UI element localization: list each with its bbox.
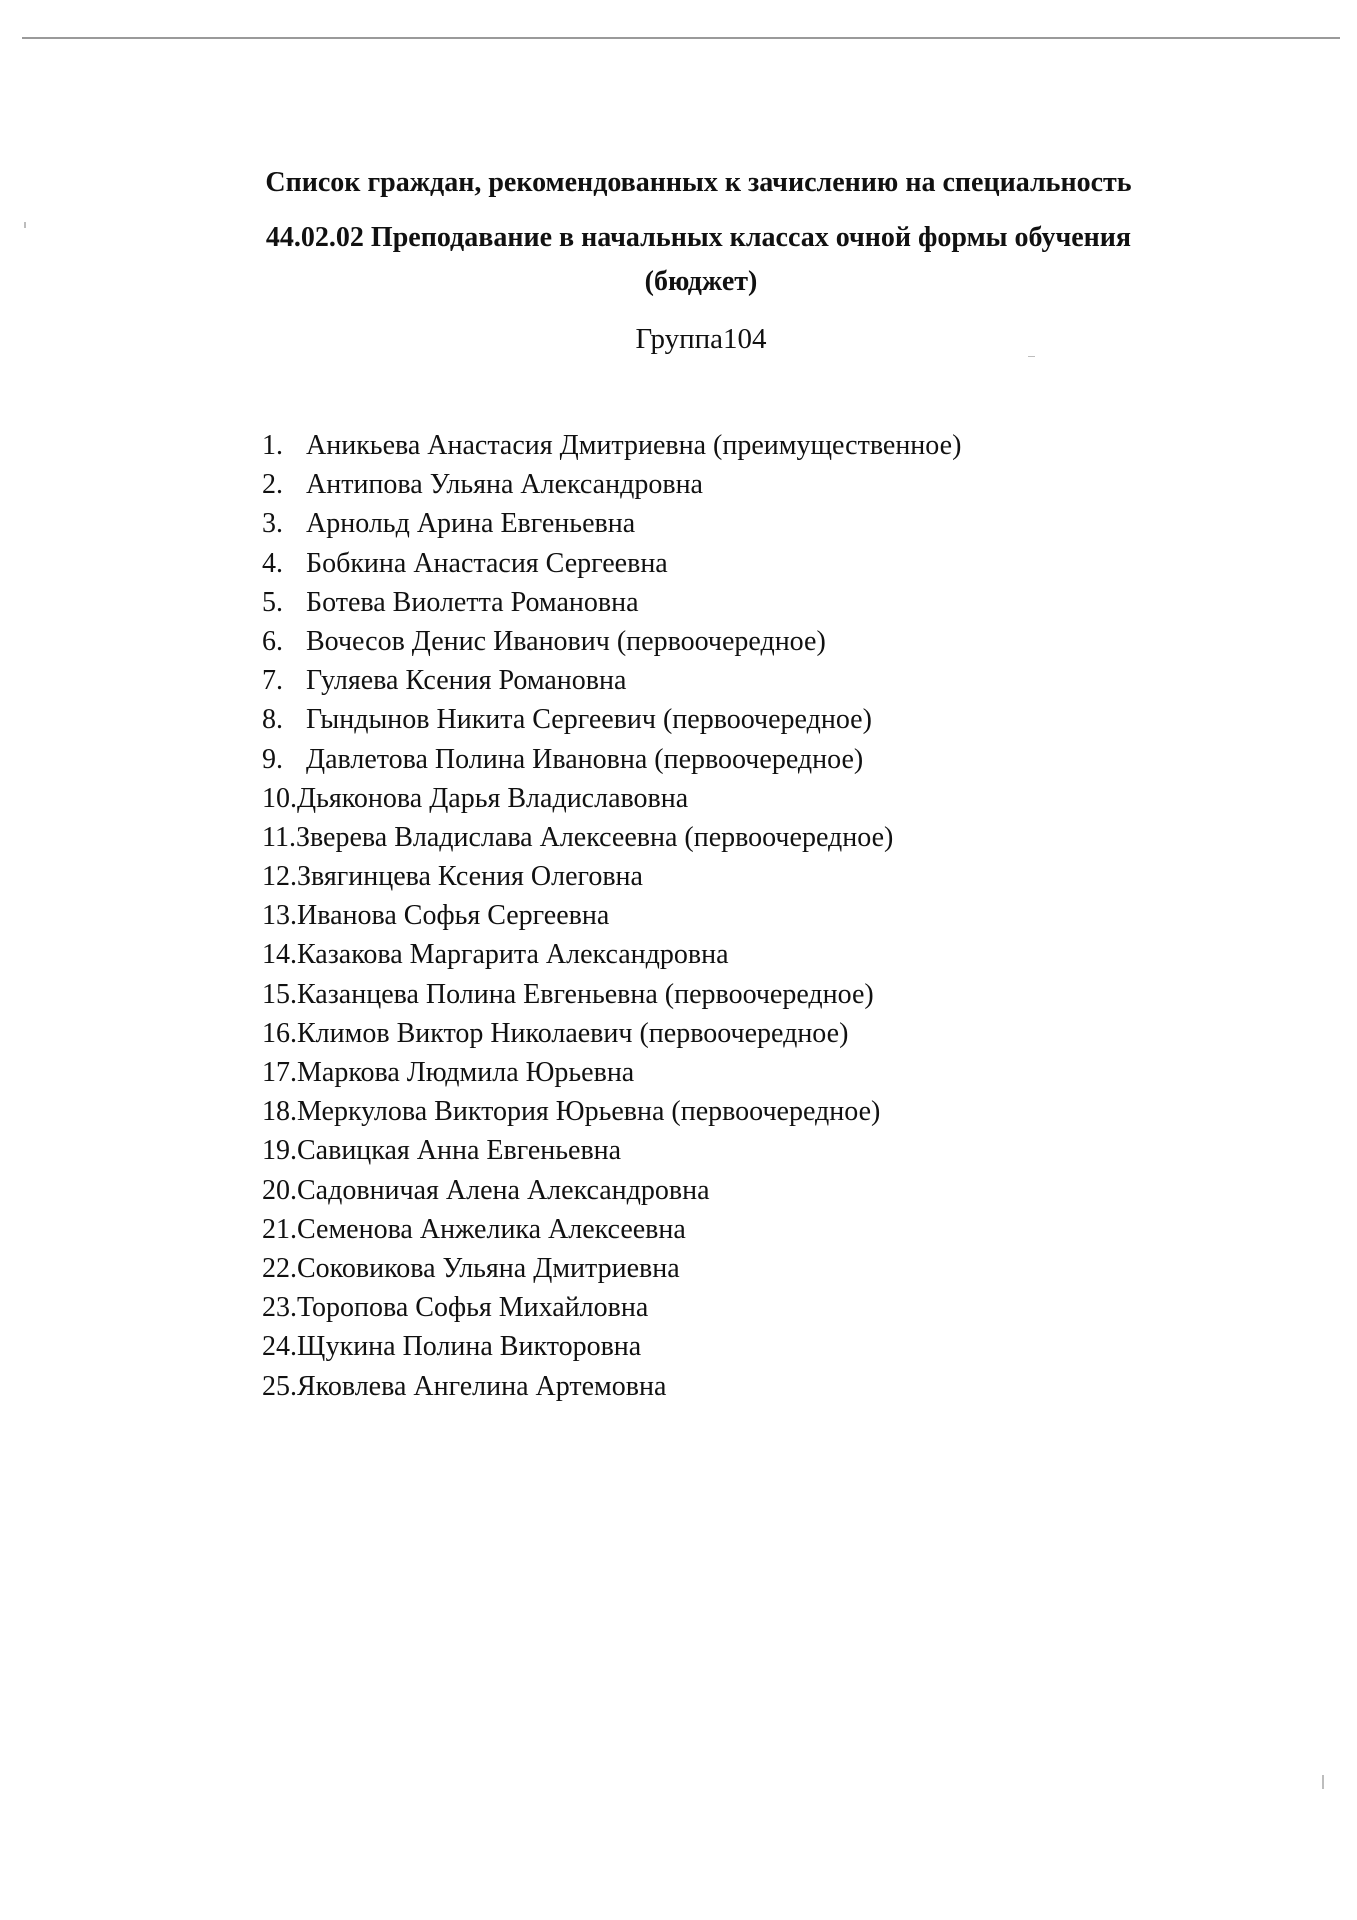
student-name: Вочесов Денис Иванович (первоочередное) bbox=[306, 625, 826, 657]
list-item-number: 9. bbox=[262, 743, 283, 775]
student-list-item bbox=[262, 1210, 961, 1249]
list-item-number: 22. bbox=[262, 1252, 297, 1284]
list-item-number: 7. bbox=[262, 665, 283, 697]
list-item-number: 5. bbox=[262, 586, 283, 618]
student-list-item bbox=[262, 1249, 961, 1288]
student-list-item bbox=[262, 740, 961, 779]
student-name: Давлетова Полина Ивановна (первоочередное) bbox=[306, 743, 864, 775]
student-name: Яковлева Ангелина Артемовна bbox=[297, 1370, 667, 1402]
student-name: Казанцева Полина Евгеньевна (первоочередное) bbox=[297, 978, 874, 1010]
student-name: Климов Виктор Николаевич (первоочередное) bbox=[297, 1017, 849, 1049]
list-item-number: 11. bbox=[262, 821, 296, 853]
student-name: Семенова Анжелика Алексеевна bbox=[297, 1213, 686, 1245]
student-list-item bbox=[262, 1092, 961, 1131]
list-item-number: 12. bbox=[262, 861, 297, 893]
student-name: Савицкая Анна Евгеньевна bbox=[297, 1135, 622, 1167]
list-item-number: 20. bbox=[262, 1174, 297, 1206]
student-list-item bbox=[262, 975, 961, 1014]
student-name: Арнольд Арина Евгеньевна bbox=[306, 508, 636, 540]
student-list-item bbox=[262, 700, 961, 739]
scan-edge-line bbox=[22, 37, 1340, 39]
student-list-item bbox=[262, 426, 961, 465]
list-item-number: 19. bbox=[262, 1135, 297, 1167]
student-list-item bbox=[262, 857, 961, 896]
list-item-number: 13. bbox=[262, 900, 297, 932]
student-name: Бобкина Анастасия Сергеевна bbox=[306, 547, 668, 579]
student-list-item bbox=[262, 779, 961, 818]
student-list-item bbox=[262, 504, 961, 543]
student-list-item bbox=[262, 818, 961, 857]
student-name: Антипова Ульяна Александровна bbox=[306, 469, 703, 501]
student-name: Иванова Софья Сергеевна bbox=[297, 900, 610, 932]
list-item-number: 1. bbox=[262, 430, 283, 461]
list-item-number: 2. bbox=[262, 469, 283, 501]
document-title-line-2: 44.02.02 Преподавание в начальных классах очной формы обучения bbox=[265, 222, 1132, 253]
document-title-line-3: (бюджет) bbox=[644, 266, 758, 297]
student-name: Гуляева Ксения Романовна bbox=[306, 665, 627, 697]
list-item-number: 18. bbox=[262, 1096, 297, 1128]
student-name: Садовничая Алена Александровна bbox=[297, 1174, 710, 1206]
student-name: Щукина Полина Викторовна bbox=[297, 1331, 642, 1363]
list-item-number: 4. bbox=[262, 547, 283, 579]
student-list-item bbox=[262, 544, 961, 583]
list-item-number: 10. bbox=[262, 782, 297, 814]
student-list-item bbox=[262, 465, 961, 504]
student-list bbox=[262, 426, 961, 1406]
student-name: Звягинцева Ксения Олеговна bbox=[297, 861, 643, 893]
student-name: Зверева Владислава Алексеевна (первоочередное) bbox=[295, 821, 894, 853]
student-list-item bbox=[262, 1288, 961, 1327]
list-item-number: 15. bbox=[262, 978, 297, 1010]
list-item-number: 8. bbox=[262, 704, 283, 736]
scan-speck bbox=[1322, 1775, 1324, 1789]
student-name: Гындынов Никита Сергеевич (первоочередное) bbox=[306, 704, 872, 736]
student-name: Соковикова Ульяна Дмитриевна bbox=[297, 1252, 680, 1284]
list-item-number: 21. bbox=[262, 1213, 297, 1245]
student-name: Дьяконова Дарья Владиславовна bbox=[297, 782, 689, 814]
student-list-item bbox=[262, 896, 961, 935]
student-list-item bbox=[262, 1131, 961, 1170]
group-label: Группа104 bbox=[635, 323, 767, 355]
student-list-item bbox=[262, 1171, 961, 1210]
student-name: Аникьева Анастасия Дмитриевна (преимущественное) bbox=[306, 430, 962, 461]
student-list-item bbox=[262, 1053, 961, 1092]
student-list-item bbox=[262, 661, 961, 700]
list-item-number: 6. bbox=[262, 625, 283, 657]
student-list-item bbox=[262, 1367, 961, 1406]
student-list-item bbox=[262, 1014, 961, 1053]
list-item-number: 14. bbox=[262, 939, 297, 971]
student-list-item bbox=[262, 1327, 961, 1366]
list-item-number: 24. bbox=[262, 1331, 297, 1363]
list-item-number: 16. bbox=[262, 1017, 297, 1049]
list-item-number: 23. bbox=[262, 1292, 297, 1324]
student-name: Казакова Маргарита Александровна bbox=[297, 939, 729, 971]
student-name: Торопова Софья Михайловна bbox=[297, 1292, 649, 1324]
list-item-number: 17. bbox=[262, 1057, 297, 1088]
student-list-item bbox=[262, 622, 961, 661]
list-item-number: 25. bbox=[262, 1370, 297, 1402]
student-name: Маркова Людмила Юрьевна bbox=[297, 1057, 635, 1088]
student-name: Ботева Виолетта Романовна bbox=[306, 586, 639, 618]
document-title-line-1: Список граждан, рекомендованных к зачислению на специальность bbox=[265, 167, 1132, 198]
student-list-item bbox=[262, 935, 961, 974]
student-name: Меркулова Виктория Юрьевна (первоочередное) bbox=[297, 1096, 881, 1128]
list-item-number: 3. bbox=[262, 508, 283, 540]
student-list-item bbox=[262, 583, 961, 622]
